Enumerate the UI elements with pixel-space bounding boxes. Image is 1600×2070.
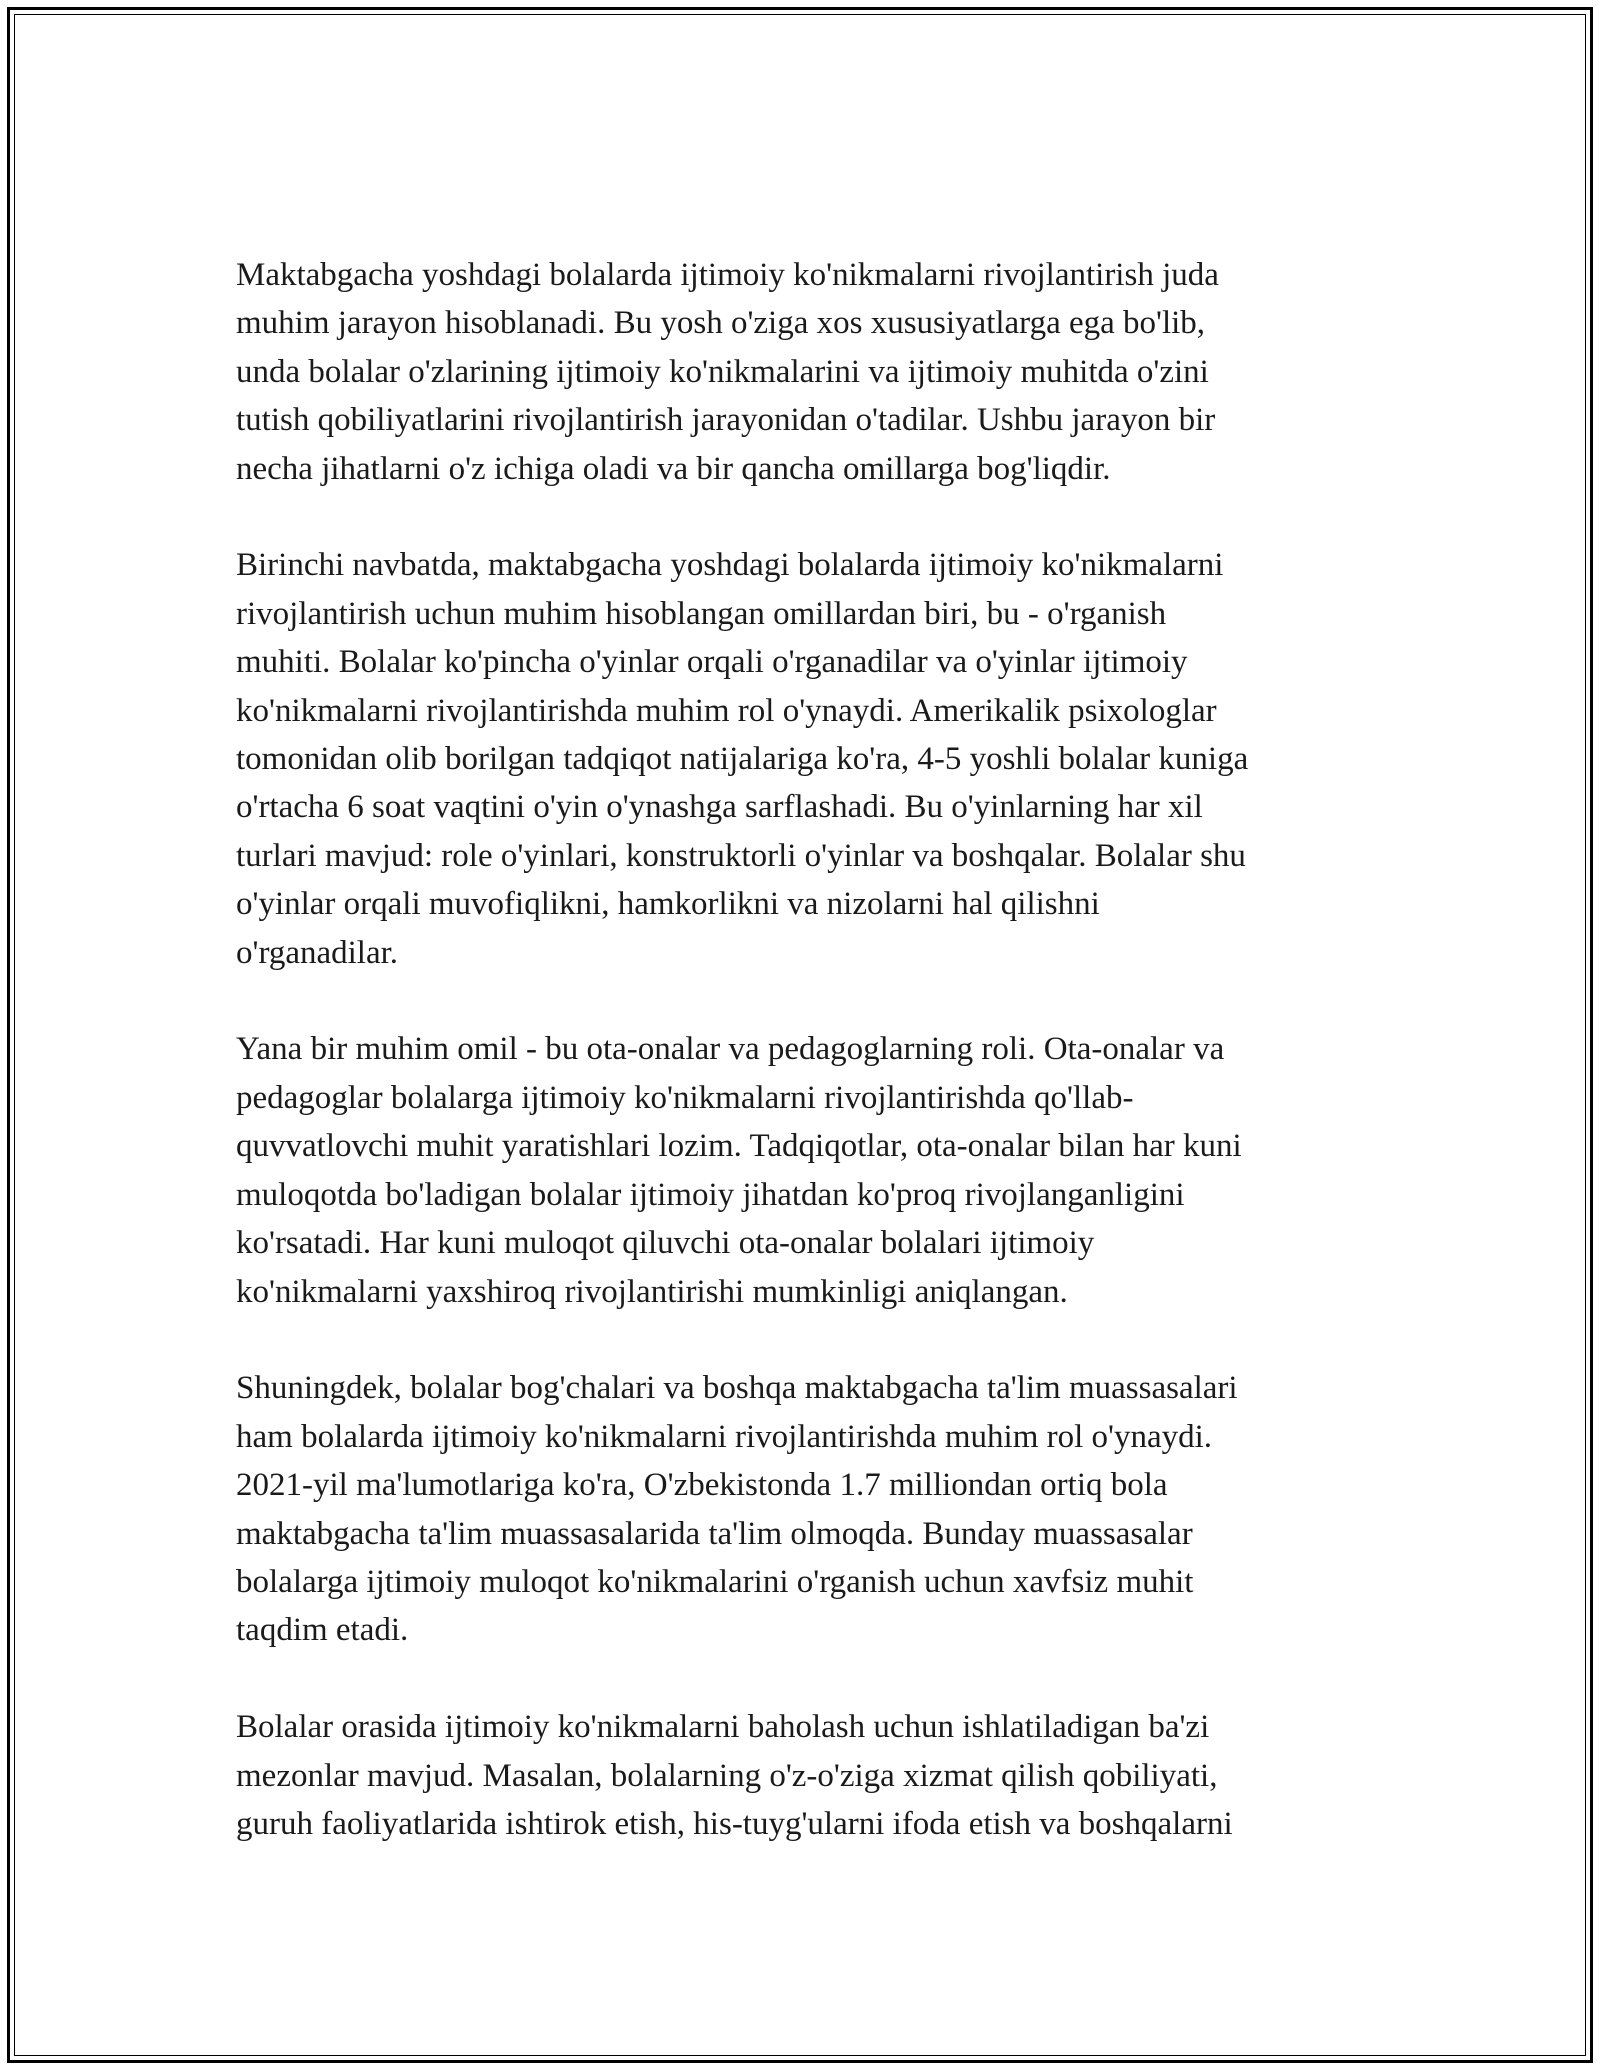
text-line: taqdim etadi. [236,1612,409,1649]
text-line: maktabgacha ta'lim muassasalarida ta'lim olmoqda. Bunday muassasalar [236,1515,1193,1552]
text-line: bolalarga ijtimoiy muloqot ko'nikmalarini o'rganish uchun xavfsiz muhit [236,1563,1194,1600]
text-line: mezonlar mavjud. Masalan, bolalarning o'z-o'ziga xizmat qilish qobiliyati, [236,1757,1218,1794]
document-body [236,251,1368,1897]
paragraph-1 [236,251,1368,493]
paragraph-5 [236,1703,1368,1848]
text-line: necha jihatlarni o'z ichiga oladi va bir qancha omillarga bog'liqdir. [236,450,1111,487]
text-line: Maktabgacha yoshdagi bolalarda ijtimoiy ko'nikmalarni rivojlantirish juda [236,257,1219,293]
text-line: o'rtacha 6 soat vaqtini o'yin o'ynashga sarflashadi. Bu o'yinlarning har xil [236,789,1203,826]
text-line: Birinchi navbatda, maktabgacha yoshdagi bolalarda ijtimoiy ko'nikmalarni [236,547,1224,584]
paragraph-2 [236,541,1368,977]
text-line: pedagoglar bolalarga ijtimoiy ko'nikmalarni rivojlantirishda qo'llab- [236,1079,1134,1116]
text-line: ko'nikmalarni yaxshiroq rivojlantirishi mumkinligi aniqlangan. [236,1273,1068,1310]
text-line: turlari mavjud: role o'yinlari, konstruktorli o'yinlar va boshqalar. Bolalar shu [236,837,1246,874]
text-line: tutish qobiliyatlarini rivojlantirish jarayonidan o'tadilar. Ushbu jarayon bir [236,402,1216,439]
text-line: o'rganadilar. [236,934,399,971]
text-line: Shuningdek, bolalar bog'chalari va boshqa maktabgacha ta'lim muassasalari [236,1370,1238,1407]
text-line: ham bolalarda ijtimoiy ko'nikmalarni rivojlantirishda muhim rol o'ynaydi. [236,1418,1213,1455]
text-line: tomonidan olib borilgan tadqiqot natijalariga ko'ra, 4-5 yoshli bolalar kuniga [236,741,1249,778]
text-line: Bolalar orasida ijtimoiy ko'nikmalarni baholash uchun ishlatiladigan ba'zi [236,1709,1210,1746]
text-line: Yana bir muhim omil - bu ota-onalar va pedagoglarning roli. Ota-onalar va [236,1031,1225,1068]
text-line: ko'rsatadi. Har kuni muloqot qiluvchi ota-onalar bolalari ijtimoiy [236,1225,1095,1262]
text-line: muhim jarayon hisoblanadi. Bu yosh o'ziga xos xususiyatlarga ega bo'lib, [236,305,1206,342]
text-line: guruh faoliyatlarida ishtirok etish, his-tuyg'ularni ifoda etish va boshqalarni [236,1805,1233,1842]
text-line: unda bolalar o'zlarining ijtimoiy ko'nikmalarini va ijtimoiy muhitda o'zini [236,353,1209,390]
paragraph-3 [236,1025,1368,1315]
text-line: ko'nikmalarni rivojlantirishda muhim rol o'ynaydi. Amerikalik psixologlar [236,692,1217,729]
text-line: rivojlantirish uchun muhim hisoblangan omillardan biri, bu - o'rganish [236,595,1167,632]
paragraph-4 [236,1364,1368,1654]
text-line: o'yinlar orqali muvofiqlikni, hamkorlikni va nizolarni hal qilishni [236,886,1100,923]
text-line: quvvatlovchi muhit yaratishlari lozim. Tadqiqotlar, ota-onalar bilan har kuni [236,1128,1242,1165]
text-line: muloqotda bo'ladigan bolalar ijtimoiy jihatdan ko'proq rivojlanganligini [236,1176,1185,1213]
text-line: 2021-yil ma'lumotlariga ko'ra, O'zbekistonda 1.7 milliondan ortiq bola [236,1467,1168,1504]
text-line: muhiti. Bolalar ko'pincha o'yinlar orqali o'rganadilar va o'yinlar ijtimoiy [236,644,1188,681]
